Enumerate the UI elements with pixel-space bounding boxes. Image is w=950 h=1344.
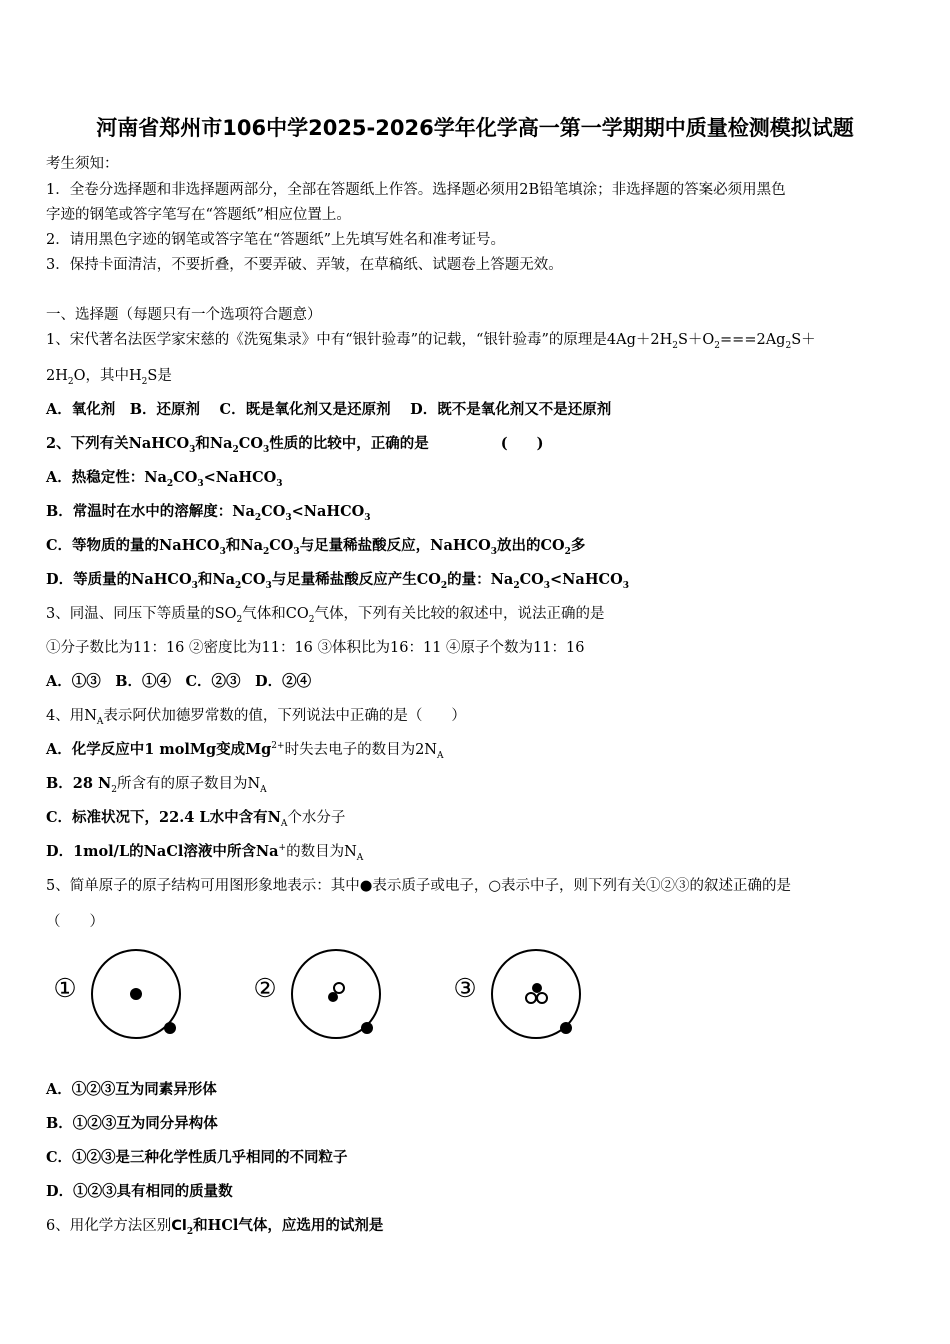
question-4-stem: 4、用$N_A$表示阿伏加德罗常数的值，下列说法中正确的是（ ） bbox=[46, 708, 466, 727]
question-3-stem: 3、同温、同压下等质量的$SO_2$气体和$CO_2$气体，下列有关比较的叙述中，说法正确的是 bbox=[46, 606, 605, 625]
notice-item-1-cont: 字迹的钢笔或答字笔写在“答题纸”相应位置上。 bbox=[46, 207, 351, 223]
proton-dot bbox=[130, 988, 142, 1000]
notice-item-2: 2．请用黑色字迹的钢笔或答字笔在“答题纸”上先填写姓名和准考证号。 bbox=[46, 232, 506, 248]
atom-diagram-2 bbox=[246, 942, 396, 1052]
notice-item-3: 3．保持卡面清洁，不要折叠，不要弄破、弄皱，在草稿纸、试题卷上答题无效。 bbox=[46, 257, 563, 273]
question-4-option-a: A．化学反应中1 molMg变成$Mg^{2+}$时失去电子的数目为$2N_A$ bbox=[46, 741, 444, 761]
question-5-option-a: A．①②③互为同素异形体 bbox=[46, 1081, 217, 1098]
atom-figure-3 bbox=[446, 942, 596, 1052]
question-1-stem: 1、宋代著名法医学家宋慈的《洗冤集录》中有“银针验毒”的记载，“银针验毒”的原理是$4Ag+2H_2S+O_2===2Ag_2S+$ bbox=[46, 332, 816, 351]
question-5-option-d: D．①②③具有相同的质量数 bbox=[46, 1183, 233, 1200]
electron-dot bbox=[560, 1022, 572, 1034]
atom-figure-1 bbox=[46, 942, 196, 1052]
question-3-items: ①分子数比为11：16 ②密度比为11：16 ③体积比为16：11 ④原子个数为11：16 bbox=[46, 640, 585, 656]
figure-label-1: ① bbox=[53, 974, 77, 1004]
question-5-option-b: B．①②③互为同分异构体 bbox=[46, 1115, 218, 1132]
question-2-option-b: B．常温时在水中的溶解度：$Na_2CO_3<NaHCO_3$ bbox=[46, 503, 371, 523]
page-title: 河南省郑州市106中学2025-2026学年化学高一第一学期期中质量检测模拟试题 bbox=[96, 116, 854, 140]
question-5-option-c: C．①②③是三种化学性质几乎相同的不同粒子 bbox=[46, 1149, 348, 1166]
question-2-option-c: C．等物质的量的NaHCO$_3$和$Na_2CO_3$与足量稀盐酸反应，NaHCO$_3$放出的$CO_2$多 bbox=[46, 537, 586, 557]
neutron-circle bbox=[526, 993, 536, 1003]
question-4-option-c: C．标准状况下，22.4 L水中含有$N_A$个水分子 bbox=[46, 809, 346, 829]
question-2-option-d: D．等质量的NaHCO$_3$和$Na_2CO_3$与足量稀盐酸反应产生$CO_2$的量：$Na_2CO_3<NaHCO_3$ bbox=[46, 571, 629, 591]
section-heading: 一、选择题（每题只有一个选项符合题意） bbox=[46, 307, 322, 323]
notice-heading: 考生须知： bbox=[46, 156, 119, 172]
question-5-paren: （ ） bbox=[46, 914, 104, 930]
notice-item-1: 1．全卷分选择题和非选择题两部分，全部在答题纸上作答。选择题必须用2B铅笔填涂；非选择题的答案必须用黑色 bbox=[46, 182, 786, 198]
atom-figure-2 bbox=[246, 942, 396, 1052]
question-1-stem-cont: $2H_2O$，其中$H_2S$是 bbox=[46, 368, 172, 387]
atom-figures bbox=[46, 942, 606, 1052]
question-2-option-a: A．热稳定性：$Na_2CO_3<NaHCO_3$ bbox=[46, 469, 283, 489]
question-3-options: A．①③ B．①④ C．②③ D．②④ bbox=[46, 673, 312, 690]
question-4-option-b: B．28 $N_2$所含有的原子数目为$N_A$ bbox=[46, 775, 267, 795]
figure-label-2: ② bbox=[253, 974, 277, 1004]
atom-diagram-1 bbox=[46, 942, 196, 1052]
atom-diagram-3 bbox=[446, 942, 596, 1052]
neutron-circle bbox=[334, 983, 344, 993]
question-2-stem: 2、下列有关NaHCO$_3$和$Na_2CO_3$性质的比较中，正确的是 ( ) bbox=[46, 435, 544, 455]
neutron-circle bbox=[537, 993, 547, 1003]
figure-label-3: ③ bbox=[453, 974, 477, 1004]
question-5-stem: 5、简单原子的原子结构可用图形象地表示：其中●表示质子或电子，○表示中子，则下列有关①②③的叙述正确的是 bbox=[46, 878, 792, 894]
proton-dot bbox=[532, 983, 542, 993]
proton-dot bbox=[328, 992, 338, 1002]
question-1-options: A．氧化剂 B．还原剂 C．既是氧化剂又是还原剂 D．既不是氧化剂又不是还原剂 bbox=[46, 401, 612, 418]
electron-dot bbox=[361, 1022, 373, 1034]
electron-dot bbox=[164, 1022, 176, 1034]
question-6-stem: 6、用化学方法区别$Cl_2$和HCl气体，应选用的试剂是 bbox=[46, 1217, 384, 1237]
question-4-option-d: D．1mol/L的NaCl溶液中所含Na+的数目为$N_A$ bbox=[46, 843, 364, 863]
